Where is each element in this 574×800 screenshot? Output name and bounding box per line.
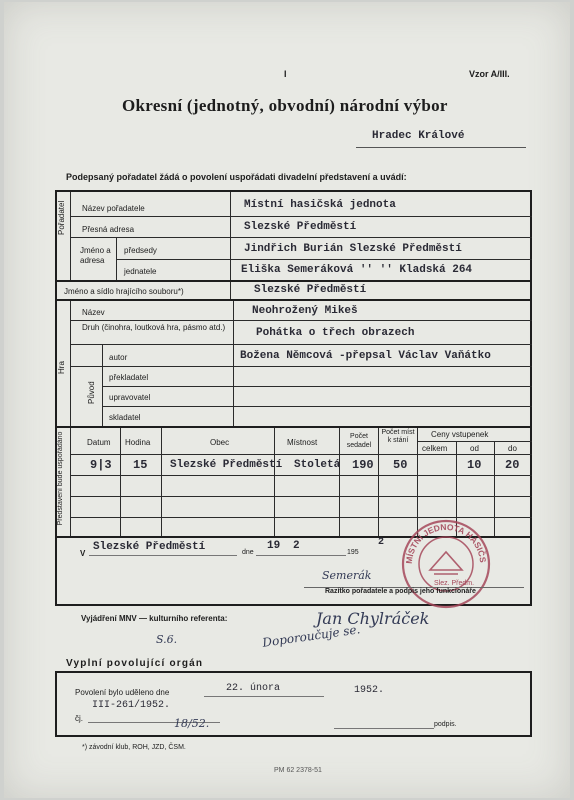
col-hour: Hodina [125,438,151,447]
permit-year: 1952. [354,685,385,696]
organizer-name-value: Místní hasičská jednota [244,199,396,211]
form-code: Vzor A/III. [469,69,510,79]
footnote: *) závodní klub, ROH, JZD, ČSM. [82,744,186,751]
row-hour: 15 [133,458,148,472]
col-to: do [508,444,517,453]
year-prefix: 195 [347,549,359,556]
origin-label: Původ [87,381,96,404]
date-label: dne [242,549,254,556]
col-total: celkem [422,444,448,453]
section-divider [55,299,532,301]
play-kind-label: Druh (činohra, loutková hra, pásmo atd.) [82,323,226,332]
row-date: 9|3 [90,458,112,472]
row-standing: 50 [393,458,408,472]
date-month: 2 [293,540,300,552]
ensemble-label: Jméno a sídlo hrajícího souboru*) [64,287,184,296]
place-prefix: V [80,549,86,558]
place-value: Slezské Předměstí [93,541,206,553]
stamp-sub: Slez. Předm. [434,580,475,587]
adapter-label: upravovatel [109,393,151,402]
section-divider [55,426,532,428]
col-seats: Počet sedadel [346,433,372,449]
row-town: Slezské Předměstí [170,459,283,471]
name-address-label: Jméno a adresa [80,246,111,265]
manager-label: jednatele [124,267,157,276]
col-from: od [470,444,479,453]
col-town: Obec [210,438,230,447]
poradatel-section-label: Pořadatel [57,200,66,235]
year-digit: 2 [378,537,385,548]
translator-label: překladatel [109,373,149,382]
svg-text:MÍSTNÍ JEDNOTA HASIČSKÁ: MÍSTNÍ JEDNOTA HASIČS [403,521,489,565]
author-label: autor [109,353,128,362]
col-prices: Ceny vstupenek [431,430,489,439]
ref-prefix: čj. [75,714,83,723]
row-to: 20 [505,458,520,472]
signature-label: Razítko pořadatele a podpis jeho funkcionáře [325,588,476,595]
organizer-signature: Semerák [322,569,372,582]
col-room: Místnost [287,438,318,447]
organ-label: Vyplní povolující orgán [66,658,204,669]
referent-signature: Jan Chylráček [316,609,430,628]
performance-section-label: Představení bude uspořádáno [57,431,64,526]
col-date: Datum [87,438,111,447]
print-code: PM 62 2378-51 [274,767,322,774]
author-value: Božena Němcová -přepsal Václav Vaňátko [240,350,491,362]
referent-note: Doporoučuje se. [261,622,362,650]
organizer-name-label: Název pořadatele [82,204,145,213]
city-underline [356,147,526,148]
document-page [4,2,570,798]
document-title: Okresní (jednotný, obvodní) národní výbor [122,96,448,115]
referent-label: Vyjádření MNV — kulturního referenta: [81,614,228,623]
col-standing: Počet míst k stání [381,429,415,444]
section-divider [55,280,532,282]
ensemble-value: Slezské Předměstí [254,284,367,296]
play-kind-value: Pohátka o třech obrazech [256,327,415,339]
chair-value: Jindřich Burián Slezské Předměstí [244,243,462,255]
composer-label: skladatel [109,413,141,422]
permit-date: 22. února [226,683,281,694]
referent-mark: S.6. [156,633,178,646]
roman-numeral: I [284,69,287,79]
organizer-stamp [400,518,492,610]
row-from: 10 [467,458,482,472]
permit-label: Povolení bylo uděleno dne [75,688,170,697]
play-title-label: Název [82,308,105,317]
manager-value: Eliška Semeráková '' '' Kladská 264 [241,264,473,276]
row-seats: 190 [352,458,374,472]
intro-text: Podepsaný pořadatel žádá o povolení uspořádati divadelní představení a uvádí: [66,172,407,182]
date-day: 19 [267,540,281,552]
stamp-icon [400,518,492,610]
play-title-value: Neohrožený Mikeš [252,305,358,317]
signature-short-label: podpis. [434,721,457,728]
address-value: Slezské Předměstí [244,221,357,233]
play-section-label: Hra [57,361,66,374]
ref-handwritten: 18/52. [174,717,210,730]
chair-label: předsedy [124,246,157,255]
address-label: Přesná adresa [82,225,135,234]
row-room: Stoletá [294,459,341,471]
city-value: Hradec Králové [372,130,465,142]
ref-number: III-261/1952. [92,700,171,711]
